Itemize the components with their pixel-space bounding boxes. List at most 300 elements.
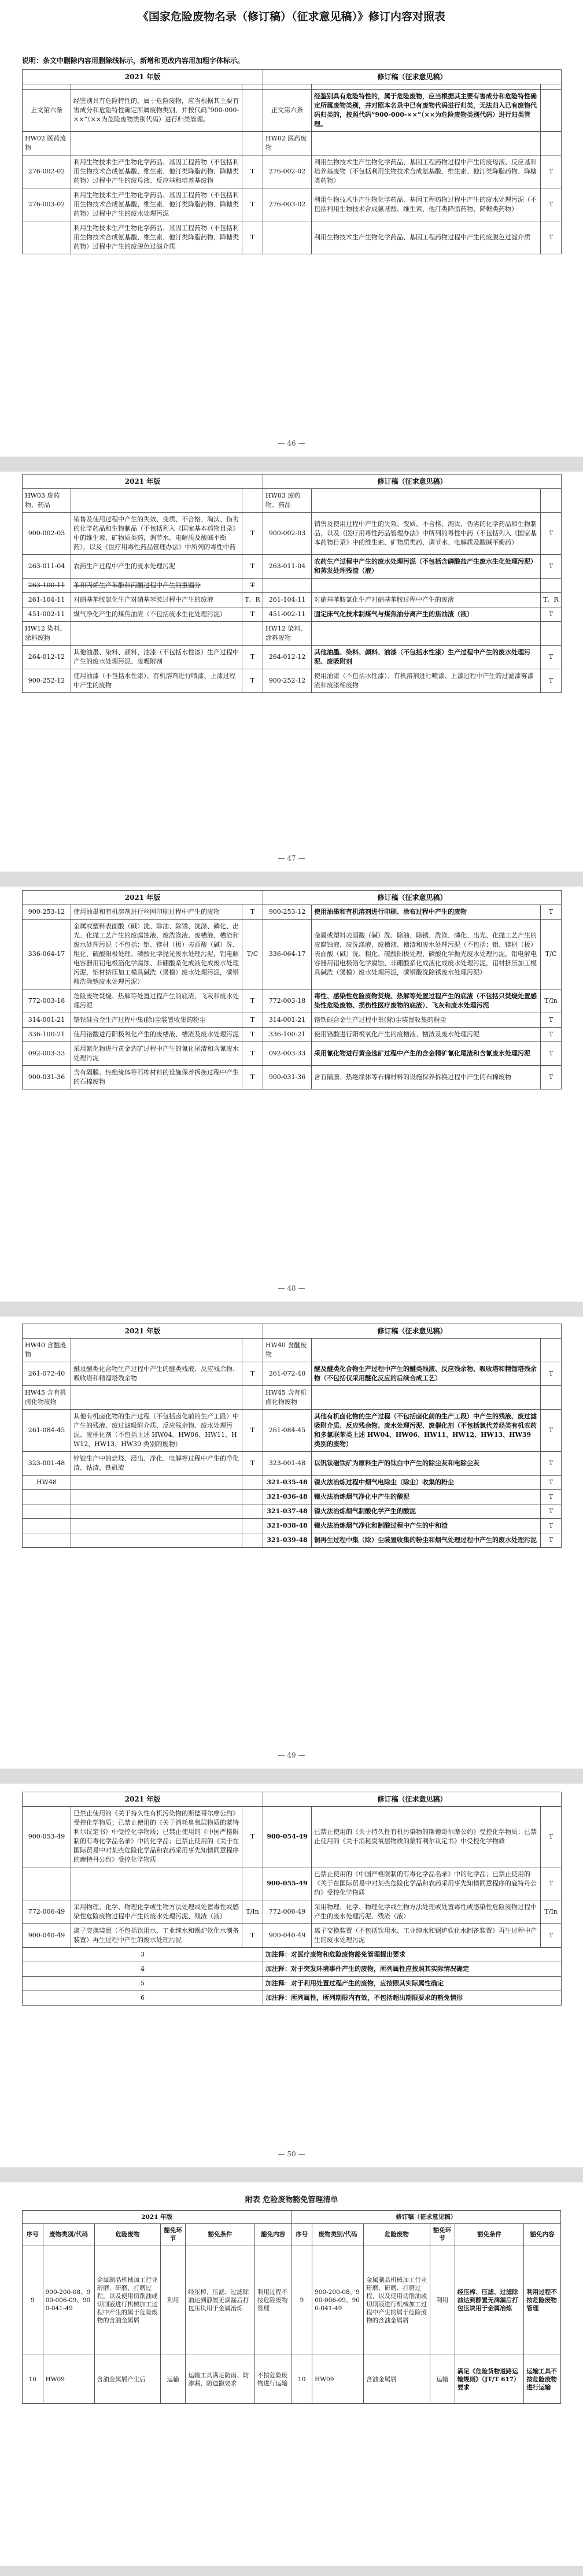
table-cell: 261-084-45 bbox=[23, 1410, 71, 1452]
table-row bbox=[23, 90, 562, 132]
table-cell bbox=[541, 132, 562, 155]
table-cell: 772-006-49 bbox=[23, 1900, 71, 1924]
table-cell: HW40 含醚废物 bbox=[23, 1339, 71, 1362]
table-cell: 4 bbox=[23, 1962, 263, 1977]
table-cell: 金属或塑料表面酸（碱）洗、除油、除锈、洗涤、磷化、出光、化抛工艺产生的废腐蚀液、废洗涤液、废槽液、槽渣和废水处理污泥（不包括：铝、镁材（板）表面酸（碱）洗、粗化、硫酸阳极处理、磷酸化学抛光废水处理污泥，铝电解电容器用铝电极箔化学腐蚀、非硼酸系化成液化成废水处理污泥，铝材挤压加工模具碱洗（煲模）废水处理污泥，碳钢酸洗除锈废水处理污泥） bbox=[312, 920, 541, 989]
table-cell: HW09 bbox=[43, 2355, 94, 2404]
table-cell: 2021 年版 bbox=[23, 2211, 292, 2224]
table-cell: 危险废物 bbox=[364, 2224, 430, 2245]
table-cell: 使用铬酸进行阳极氧化产生的废槽液、槽渣及废水处理污泥 bbox=[312, 1028, 541, 1042]
table-cell: T bbox=[242, 1066, 263, 1089]
comparison-table bbox=[22, 69, 562, 254]
table-cell: 2021 年版 bbox=[23, 475, 263, 489]
table-cell: 336-064-17 bbox=[23, 920, 71, 989]
table-cell: T bbox=[541, 1533, 562, 1548]
table-cell: 加注释：所列属性，所列期限内有效，不包括超出期限要求的豁免情形 bbox=[263, 1991, 562, 2006]
table-cell: HW09 bbox=[312, 2355, 364, 2404]
comparison-table bbox=[22, 474, 562, 693]
table-cell: 豁免内容 bbox=[524, 2224, 561, 2245]
table-cell: 煤气净化产生的煤焦油渣（不包括废水生化处理污泥） bbox=[71, 607, 242, 622]
table-cell: 使用油墨和有机溶剂进行丝网印刷过程中产生的废物 bbox=[71, 905, 242, 920]
table-cell: 运输工具满足防雨、防渗漏、防遗撒要求 bbox=[186, 2355, 255, 2404]
table-cell: 092-003-33 bbox=[23, 1042, 71, 1066]
table-cell bbox=[23, 1504, 71, 1519]
table-cell: 321-036-48 bbox=[263, 1490, 312, 1504]
table-cell: 修订稿（征求意见稿） bbox=[263, 475, 562, 489]
table-cell: 321-035-48 bbox=[263, 1476, 312, 1490]
table-row bbox=[23, 1490, 562, 1504]
table-cell: 采用氰化物进行黄金选矿过程中产生的氰化尾渣和含氰废水处理污泥 bbox=[71, 1042, 242, 1066]
table-cell bbox=[23, 1867, 71, 1900]
table-header bbox=[23, 2224, 561, 2245]
table-cell: 321-037-48 bbox=[263, 1504, 312, 1519]
table-cell: 采用物理、化学、物理化学或生物方法处理或处置毒性或感染性危险废物过程中产生的废水处理污泥、残渣（液） bbox=[71, 1900, 242, 1924]
table-cell: 321-038-48 bbox=[263, 1519, 312, 1533]
table-cell bbox=[541, 489, 562, 513]
table-cell: 利用生物技术生产生物化学药品、基因工程药物过程中产生的废脱色过滤介质 bbox=[312, 221, 541, 254]
table-cell: 采用氰化物进行黄金选矿过程中产生的含金精矿氰化尾渣和含氰废水处理污泥 bbox=[312, 1042, 541, 1066]
table-cell bbox=[71, 622, 242, 646]
table-cell: 修订稿（征求意见稿） bbox=[292, 2211, 561, 2224]
table-cell: 废物类别/代码 bbox=[312, 2224, 364, 2245]
table-cell: T bbox=[242, 1028, 263, 1042]
table-cell: 336-064-17 bbox=[263, 920, 312, 989]
table-cell: 危险废物 bbox=[94, 2224, 160, 2245]
table-cell: T bbox=[242, 989, 263, 1013]
exemption-list-page bbox=[22, 2193, 561, 2404]
table-cell: HW03 废药物、药品 bbox=[23, 489, 71, 513]
comparison-table-page bbox=[22, 890, 561, 1089]
table-cell: 固定床气化技术制煤气与煤焦油分离产生的焦油渣（液） bbox=[312, 607, 541, 622]
table-row bbox=[23, 1519, 562, 1533]
table-header bbox=[23, 70, 562, 84]
table-row bbox=[23, 579, 562, 593]
table-cell: T/C bbox=[242, 920, 263, 989]
table-cell: 镍火法冶炼过程中烟气电除尘（除尘）收集的粉尘 bbox=[312, 1476, 541, 1490]
table-cell bbox=[242, 1533, 263, 1548]
table-row bbox=[23, 1362, 562, 1386]
table-cell: T bbox=[242, 1452, 263, 1476]
table-cell: 900-040-49 bbox=[23, 1924, 71, 1948]
table-cell bbox=[242, 622, 263, 646]
table-cell: HW45 含有机卤化物废物 bbox=[263, 1386, 312, 1410]
table-cell: 使用油漆（不包括水性漆）、有机溶剂进行喷漆、上漆过程中产生的废物 bbox=[71, 669, 242, 693]
table-cell: HW48 bbox=[23, 1476, 71, 1490]
table-cell: 6 bbox=[23, 1991, 263, 2006]
table-cell: 序号 bbox=[292, 2224, 312, 2245]
table-cell: 运输工具不按危险废物进行运输 bbox=[524, 2355, 561, 2404]
table-cell: T bbox=[541, 905, 562, 920]
table-cell: 豁免内容 bbox=[254, 2224, 292, 2245]
table-cell: 314-001-21 bbox=[263, 1013, 312, 1028]
table-row bbox=[23, 1948, 562, 1962]
table-row bbox=[23, 1924, 562, 1948]
table-cell: 经压榨、压滤、过滤除油达到静置无滴漏后打包压块用于金属冶炼 bbox=[186, 2245, 255, 2355]
table-cell: 醚及醚类化合物生产过程中产生的醚类残液、反应残余物、吸收塔和精馏塔残余物 bbox=[71, 1362, 242, 1386]
comparison-table-page bbox=[22, 474, 561, 693]
table-cell: 263-100-11 bbox=[23, 579, 71, 593]
table-cell: 离子交换装置（不包括饮用水、工业纯水和锅炉软化水制备装置）再生过程中产生的废水处理污泥 bbox=[312, 1924, 541, 1948]
page-gap bbox=[0, 1769, 583, 1784]
table-cell: T bbox=[541, 188, 562, 221]
table-cell bbox=[71, 489, 242, 513]
table-cell: 修订稿（征求意见稿） bbox=[263, 70, 562, 84]
table-cell bbox=[71, 1490, 242, 1504]
table-cell: 9 bbox=[23, 2245, 43, 2355]
table-cell: 不按危险废物进行运输 bbox=[254, 2355, 292, 2404]
table-cell bbox=[312, 1386, 541, 1410]
table-cell bbox=[242, 1519, 263, 1533]
page-number: — 47 — bbox=[278, 854, 305, 862]
table-cell: 900-252-12 bbox=[23, 669, 71, 693]
table-cell: T bbox=[541, 1867, 562, 1900]
table-cell: T bbox=[242, 669, 263, 693]
table-cell: 豁免环节 bbox=[161, 2224, 186, 2245]
table-cell: 农药生产过程中产生的废水处理污泥（不包括含磷酸盐产生废水生化处理污泥）和蒸发处理残渣（液） bbox=[312, 555, 541, 579]
table-cell: 900-200-08、900-006-09、900-041-49 bbox=[312, 2245, 364, 2355]
table-cell: T/In bbox=[541, 1900, 562, 1924]
table-cell: 使用油墨和有机溶剂进行印刷、涂布过程中产生的废物 bbox=[312, 905, 541, 920]
table-cell: 醚及醚类化合物生产过程中产生的醚类残液、反应残余物、吸收塔和精馏塔残余物（不包括仅采用醚化反应的后续合成工艺） bbox=[312, 1362, 541, 1386]
table-cell: T bbox=[541, 646, 562, 669]
page-gap bbox=[0, 457, 583, 472]
attachment-title: 附表 危险废物豁免管理清单 bbox=[245, 2196, 338, 2204]
table-cell: 采用物理、化学、物理化学或生物方法处理或处置毒性或感染性危险废物过程中产生的废水处理污泥、残渣（液） bbox=[312, 1900, 541, 1924]
table-cell bbox=[71, 1339, 242, 1362]
table-cell: 900-253-12 bbox=[263, 905, 312, 920]
table-cell: T bbox=[541, 1013, 562, 1028]
table-row bbox=[23, 1042, 562, 1066]
table-cell: HW03 废药物、药品 bbox=[263, 489, 312, 513]
table-cell: 314-001-21 bbox=[23, 1013, 71, 1028]
page-number: — 49 — bbox=[278, 1751, 305, 1759]
table-cell: 261-104-11 bbox=[23, 593, 71, 607]
table-cell: 经鉴别具有危险特性的，属于危险废物，应当根据其主要有害成分和危险特性确定所属废物类别，并对照本名录中已有废物代码进行归类，无法归入已有废物代码归类的，按照代码“900-000-××”（××为危险废物类别代码）进行归类管理。 bbox=[312, 90, 541, 132]
table-cell: 利用过程不按危险废物管理 bbox=[254, 2245, 292, 2355]
table-cell: HW02 医药废物 bbox=[23, 132, 71, 155]
legend-note: 说明：条文中删除内容用删除线标示，新增和更改内容用加粗字体标示。 bbox=[22, 57, 245, 65]
table-cell: 废物类别/代码 bbox=[43, 2224, 94, 2245]
table-cell: 对硝基苯胺氯化生产对硝基苯胺过程中产生的废液 bbox=[71, 593, 242, 607]
table-row bbox=[23, 1452, 562, 1476]
table-row bbox=[23, 155, 562, 188]
comparison-table bbox=[22, 1324, 562, 1548]
table-cell: T bbox=[242, 1362, 263, 1386]
table-cell: 含有隔膜、热绝缘体等石棉材料的设施保养拆换过程中产生的石棉废物 bbox=[71, 1066, 242, 1089]
table-cell: 运输 bbox=[430, 2355, 455, 2404]
table-cell: 金属或塑料表面酸（碱）洗、除油、除锈、洗涤、磷化、出光、化抛工艺产生的废腐蚀液、废洗涤液、废槽液、槽渣和废水处理污泥（不包括：铝、镁材（板）表面酸（碱）洗、粗化、硫酸阳极处理、磷酸化学抛光废水处理污泥，铝电解电容器用铝电极箔化学腐蚀、非硼酸系化成液化成废水处理污泥，铝材挤压加工模具碱洗（煲模）废水处理污泥，碳钢酸洗除锈废水处理污泥） bbox=[71, 920, 242, 989]
table-cell bbox=[312, 1339, 541, 1362]
table-cell: 经压榨、压滤、过滤除油达到静置无滴漏后打包压块用于金属冶炼 bbox=[455, 2245, 524, 2355]
table-cell: 利用 bbox=[161, 2245, 186, 2355]
table-cell: 镍火法冶炼烟气制酸化学产生的酸泥 bbox=[312, 1504, 541, 1519]
table-cell: T bbox=[541, 1452, 562, 1476]
table-cell bbox=[312, 84, 541, 90]
table-cell: 900-040-49 bbox=[263, 1924, 312, 1948]
table-cell: 321-039-48 bbox=[263, 1533, 312, 1548]
table-cell: 其他有机卤化物的生产过程（不包括卤化前的生产工段）中产生的残液、废过滤吸附介质、反应残余物、废水处理污泥、废催化剂（不包括上述 HW04、HW06、HW11、HW12、HW13、HW39 类别的废物） bbox=[71, 1410, 242, 1452]
table-cell: 336-100-21 bbox=[263, 1028, 312, 1042]
table-cell bbox=[23, 1519, 71, 1533]
table-cell bbox=[23, 84, 71, 90]
table-cell: 对硝基苯胺氯化生产对硝基苯胺过程中产生的废液 bbox=[312, 593, 541, 607]
table-header bbox=[23, 475, 562, 489]
table-cell: 利用过程不按危险废物管理 bbox=[524, 2245, 561, 2355]
table-cell: T、R bbox=[242, 593, 263, 607]
table-cell: T/C bbox=[541, 920, 562, 989]
table-cell: 900-055-49 bbox=[263, 1867, 312, 1900]
table-cell: 已禁止使用的《关于持久性有机污染物的斯德哥尔摩公约》受控化学物质；已禁止使用的《关于消耗臭氧层物质的蒙特利尔议定书》中受控化学物质；已禁止使用的《中国严格限制的有毒化学品名录》中的化学品；已禁止使用的《关于在国际贸易中对某些危险化学品和农药采用事先知情同意程序的鹿特丹公约》受控化学物质 bbox=[71, 1807, 242, 1867]
table-cell: 900-031-36 bbox=[23, 1066, 71, 1089]
table-row bbox=[23, 2355, 561, 2404]
table-row bbox=[23, 1066, 562, 1089]
table-row bbox=[23, 1991, 562, 2006]
table-cell: 261-072-40 bbox=[263, 1362, 312, 1386]
table-cell: 2021 年版 bbox=[23, 70, 263, 84]
table-row bbox=[23, 1504, 562, 1519]
table-cell bbox=[242, 1476, 263, 1490]
table-row bbox=[23, 489, 562, 513]
table-cell: T bbox=[541, 1410, 562, 1452]
table-cell: 金属制品机械加工行业珩磨、研磨、打磨过程，以及使用切削油或切削液进行机械加工过程中产生的属于危险废物的含油金属屑 bbox=[94, 2245, 160, 2355]
table-cell: 261-084-45 bbox=[263, 1410, 312, 1452]
table-cell bbox=[263, 221, 312, 254]
table-cell: 900-253-12 bbox=[23, 905, 71, 920]
table-row bbox=[23, 1013, 562, 1028]
table-cell: 已禁止使用的《关于持久性有机污染物的斯德哥尔摩公约》受控化学物质；已禁止使用的《关于消耗臭氧层物质的蒙特利尔议定书》中受控化学物质 bbox=[312, 1807, 541, 1867]
table-row bbox=[23, 607, 562, 622]
table-cell: 镍火法冶炼烟气净化中产生的酸泥 bbox=[312, 1490, 541, 1504]
table-cell: 10 bbox=[23, 2355, 43, 2404]
table-cell: HW40 含醚废物 bbox=[263, 1339, 312, 1362]
table-cell: T bbox=[242, 905, 263, 920]
comparison-table bbox=[22, 890, 562, 1089]
table-cell: HW12 染料、涂料废物 bbox=[263, 622, 312, 646]
table-cell: 264-012-12 bbox=[23, 646, 71, 669]
table-cell bbox=[71, 1476, 242, 1490]
table-cell bbox=[242, 1490, 263, 1504]
table-cell bbox=[541, 90, 562, 132]
table-cell: 使用油漆（不包括水性漆）、有机溶剂进行喷漆、上漆过程中产生的过滤漆雾漆渣和废漆桶废物 bbox=[312, 669, 541, 693]
table-row bbox=[23, 905, 562, 920]
table-cell: 含油金属屑 bbox=[364, 2355, 430, 2404]
table-cell: 900-002-03 bbox=[263, 513, 312, 555]
table-cell: 276-002-02 bbox=[263, 155, 312, 188]
table-cell: 毒性、感染性危险废物焚烧、热解等处置过程产生的底渣（不包括只焚烧处置感染性危险废物、损伤性医疗废物的底渣）、飞灰和废水处理污泥 bbox=[312, 989, 541, 1013]
table-cell: T bbox=[242, 155, 263, 188]
table-cell: 323-001-48 bbox=[263, 1452, 312, 1476]
table-cell: 9 bbox=[292, 2245, 312, 2355]
table-cell: 正文第六条 bbox=[23, 90, 71, 132]
table-cell: T bbox=[242, 513, 263, 555]
table-cell: 离子交换装置（不包括饮用水、工业纯水和锅炉软化水制备装置）再生过程中产生的废水处理污泥 bbox=[71, 1924, 242, 1948]
table-cell: T bbox=[242, 1807, 263, 1867]
table-header bbox=[23, 891, 562, 905]
table-cell: T bbox=[242, 1042, 263, 1066]
table-cell: HW12 染料、涂料废物 bbox=[23, 622, 71, 646]
table-cell: 豁免条件 bbox=[186, 2224, 255, 2245]
table-cell: T bbox=[242, 607, 263, 622]
table-cell: 豁免环节 bbox=[430, 2224, 455, 2245]
table-row bbox=[23, 1807, 562, 1867]
table-cell bbox=[242, 90, 263, 132]
table-cell bbox=[263, 579, 312, 593]
table-cell: 利用生物技术生产生物化学药品、基因工程药物过程中产生的废水处理污泥（不包括利用生物技术合成氨基酸、维生素、他汀类降脂药物、降糖类药物） bbox=[312, 188, 541, 221]
table-cell: 263-011-04 bbox=[263, 555, 312, 579]
table-cell: 其他油墨、染料、颜料、油漆（不包括水性漆）生产过程中产生的废水处理污泥、废吸附剂 bbox=[312, 646, 541, 669]
table-cell: 苯和丙烯生产苯酚和丙酮过程中产生的重馏分 bbox=[71, 579, 242, 593]
page-gap bbox=[0, 1302, 583, 1317]
table-cell: 900-053-49 bbox=[23, 1807, 71, 1867]
comparison-table-page bbox=[22, 1324, 561, 1548]
table-cell: T bbox=[242, 555, 263, 579]
table-cell: 900-252-12 bbox=[263, 669, 312, 693]
table-cell bbox=[312, 579, 541, 593]
table-cell bbox=[541, 84, 562, 90]
table-cell: T bbox=[541, 1042, 562, 1066]
table-cell bbox=[242, 84, 263, 90]
table-cell: T bbox=[242, 1013, 263, 1028]
table-cell: 264-012-12 bbox=[263, 646, 312, 669]
table-header bbox=[23, 1792, 562, 1807]
table-cell: 含油金属屑产生后 bbox=[94, 2355, 160, 2404]
table-cell: T bbox=[541, 155, 562, 188]
table-cell: 276-003-02 bbox=[263, 188, 312, 221]
table-cell bbox=[71, 1386, 242, 1410]
table-cell: 经鉴别具有危险特性的，属于危险废物，应当根据其主要有害成分和危险特性确定所属废物类别，并按代码“900-000-××”（××为危险废物类别代码）进行归类管理。 bbox=[71, 90, 242, 132]
table-cell: 261-072-40 bbox=[23, 1362, 71, 1386]
table-cell: 利用生物技术生产生物化学药品、基因工程药物（不包括利用生物技术合成氨基酸、维生素、他汀类降脂药物、降糖类药物）过程中产生的废水处理污泥 bbox=[71, 188, 242, 221]
table-cell: 3 bbox=[23, 1948, 263, 1962]
table-row bbox=[23, 1476, 562, 1490]
table-cell: 修订稿（征求意见稿） bbox=[263, 891, 562, 905]
table-cell: 加注释：对于突发环境事件产生的废物，所列属性应按照其实际情况确定 bbox=[263, 1962, 562, 1977]
table-cell: T bbox=[242, 1924, 263, 1948]
table-cell: 772-006-49 bbox=[263, 1900, 312, 1924]
table-cell bbox=[541, 1339, 562, 1362]
table-cell bbox=[71, 132, 242, 155]
table-cell: 263-011-04 bbox=[23, 555, 71, 579]
table-cell: T bbox=[242, 221, 263, 254]
table-header bbox=[23, 2211, 561, 2224]
table-row bbox=[23, 989, 562, 1013]
table-cell: 加注释：对于利用处置过程产生的废物，应按照其实际属性确定 bbox=[263, 1977, 562, 1991]
table-cell: T bbox=[541, 513, 562, 555]
table-cell: T bbox=[541, 1924, 562, 1948]
table-cell: HW45 含有机卤化物废物 bbox=[23, 1386, 71, 1410]
exemption-table bbox=[22, 2210, 561, 2404]
table-cell bbox=[71, 1519, 242, 1533]
table-cell: 修订稿（征求意见稿） bbox=[263, 1324, 562, 1339]
table-cell: 满足《危险货物道路运输规则》（JT/T 617）要求 bbox=[455, 2355, 524, 2404]
table-cell bbox=[242, 1867, 263, 1900]
table-cell: 772-003-18 bbox=[263, 989, 312, 1013]
table-cell: T bbox=[242, 188, 263, 221]
table-cell: 铬铁硅合金生产过程中集(除)尘装置收集的粉尘 bbox=[312, 1013, 541, 1028]
table-cell bbox=[71, 84, 242, 90]
table-row bbox=[23, 221, 562, 254]
table-row bbox=[23, 1962, 562, 1977]
table-cell: T/In bbox=[242, 1900, 263, 1924]
table-cell: 销售及使用过程中产生的失效、变质、不合格、淘汰、伪劣的化学药品和生物制品（不包括列入《国家基本药物目录》中的维生素、矿物质类药，调节水、电解质及酸碱平衡药），以及《医疗用毒性药品管理办法》中所列的毒性中药 bbox=[71, 513, 242, 555]
table-cell: 利用 bbox=[430, 2245, 455, 2355]
table-cell: 含有隔膜、热绝缘体等石棉材料的设施保养拆换过程中产生的石棉废物 bbox=[312, 1066, 541, 1089]
table-cell: 900-002-03 bbox=[23, 513, 71, 555]
table-cell: 加注释：对医疗废物和危险废物豁免管理提出要求 bbox=[263, 1948, 562, 1962]
table-row bbox=[23, 622, 562, 646]
table-cell bbox=[23, 1490, 71, 1504]
table-row bbox=[23, 84, 562, 90]
comparison-table-page bbox=[22, 69, 561, 254]
table-cell: 261-104-11 bbox=[263, 593, 312, 607]
table-cell: T bbox=[541, 1362, 562, 1386]
table-cell bbox=[541, 1386, 562, 1410]
table-row bbox=[23, 1386, 562, 1410]
table-cell: T、R bbox=[541, 593, 562, 607]
table-cell: T bbox=[541, 1519, 562, 1533]
table-cell: T bbox=[242, 1410, 263, 1452]
table-row bbox=[23, 188, 562, 221]
table-cell: 镍火法冶炼烟气净化和制酸过程中产生的中和渣 bbox=[312, 1519, 541, 1533]
table-cell: 以钒钛磁铁矿为原料生产的钛白中产生的除尘灰和电除尘灰 bbox=[312, 1452, 541, 1476]
table-row bbox=[23, 1410, 562, 1452]
table-cell bbox=[312, 489, 541, 513]
table-row bbox=[23, 920, 562, 989]
table-row bbox=[23, 132, 562, 155]
table-cell: 900-031-36 bbox=[263, 1066, 312, 1089]
table-cell: 销售及使用过程中产生的失效、变质、不合格、淘汰、伪劣的化学药品和生物制品，以及《医疗用毒性药品管理办法》中所列的毒性中药（不包括列入《国家基本药物目录》中的维生素、矿物质类药，调节水、电解质及酸碱平衡药） bbox=[312, 513, 541, 555]
table-cell: 使用铬酸进行阳极氧化产生的废槽液、槽渣及废水处理污泥 bbox=[71, 1028, 242, 1042]
table-cell: T bbox=[541, 607, 562, 622]
table-row bbox=[23, 1028, 562, 1042]
table-cell bbox=[242, 1339, 263, 1362]
table-cell: T bbox=[541, 1476, 562, 1490]
table-cell: T/In bbox=[541, 989, 562, 1013]
table-cell: 772-003-18 bbox=[23, 989, 71, 1013]
table-cell: 已禁止使用的《中国严格限制的有毒化学品名录》中的化学品；已禁止使用的《关于在国际贸易中对某些危险化学品和农药采用事先知情同意程序的鹿特丹公约》受控化学物质 bbox=[312, 1867, 541, 1900]
table-cell: 336-100-21 bbox=[23, 1028, 71, 1042]
table-row bbox=[23, 1339, 562, 1362]
table-cell: HW02 医药废物 bbox=[263, 132, 312, 155]
table-cell bbox=[312, 622, 541, 646]
table-cell: 2021 年版 bbox=[23, 1324, 263, 1339]
table-cell: 10 bbox=[292, 2355, 312, 2404]
table-cell bbox=[71, 1504, 242, 1519]
table-cell: T bbox=[242, 579, 263, 593]
table-cell: 其他油墨、染料、颜料、油漆（不包括水性漆）生产过程中产生的废水处理污泥、废吸附剂 bbox=[71, 646, 242, 669]
table-cell bbox=[312, 132, 541, 155]
comparison-table-page bbox=[22, 1792, 561, 2006]
table-cell bbox=[242, 1504, 263, 1519]
table-cell: 利用生物技术生产生物化学药品、基因工程药物过程中产生的废母液、反应基和培养基废物（不包括利用生物技术合成氨基酸、维生素、他汀类降脂药物、降糖类药物） bbox=[312, 155, 541, 188]
table-cell bbox=[541, 622, 562, 646]
table-header bbox=[23, 1324, 562, 1339]
table-cell: 金属制品机械加工行业珩磨、研磨、打磨过程，以及使用切削油或切削液进行机械加工过程中产生的属于危险废物的含油金属屑 bbox=[364, 2245, 430, 2355]
table-cell: 锌锭生产中的焙烧、浸出、净化、电解等过程中产生的净化渣、钴渣、铁矾渣 bbox=[71, 1452, 242, 1476]
table-cell bbox=[242, 132, 263, 155]
table-row bbox=[23, 1977, 562, 1991]
page-gap bbox=[0, 2566, 583, 2576]
table-row bbox=[23, 669, 562, 693]
table-cell bbox=[263, 84, 312, 90]
table-cell: T bbox=[541, 1807, 562, 1867]
table-row bbox=[23, 1533, 562, 1548]
table-cell: T bbox=[541, 669, 562, 693]
table-cell: T bbox=[541, 1028, 562, 1042]
table-cell: 900-200-08、900-006-09、900-041-49 bbox=[43, 2245, 94, 2355]
table-cell: T bbox=[541, 1066, 562, 1089]
table-row bbox=[23, 513, 562, 555]
